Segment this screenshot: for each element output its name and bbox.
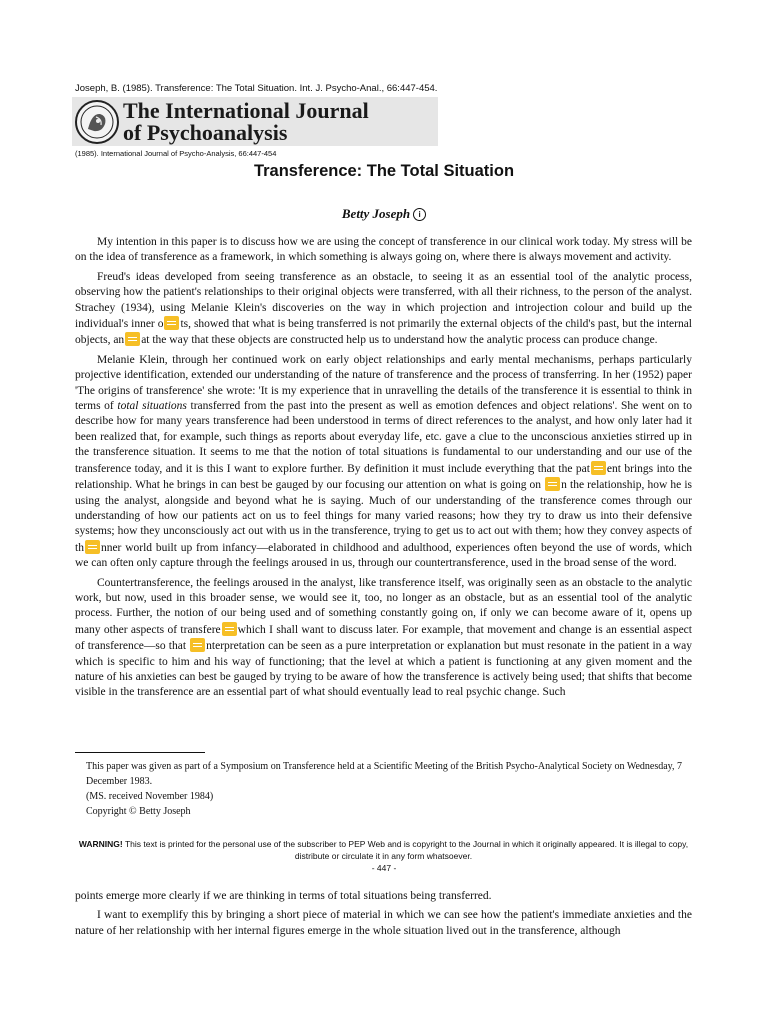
paragraph-1: My intention in this paper is to discuss how we are using the concept of transference in our clinical work today. My stress will be on the idea of transference as a framework, in which something is always going on, where there is always movement and activity.: [75, 236, 692, 264]
paragraph-5: I want to exemplify this by bringing a short piece of material in which we can see how the patient's immediate anxieties and the nature of her relationship with her internal figures emerge in the whole situation lived out in the transference, although: [75, 909, 692, 937]
article-body: [75, 235, 692, 705]
note-icon[interactable]: [222, 622, 237, 636]
note-icon[interactable]: [125, 332, 140, 346]
warning-text: This text is printed for the personal use of the subscriber to PEP Web and is copyright to the Journal in which it originally appeared. It is illegal to copy, distribute or circulate it in any form whatsoever.: [122, 839, 689, 861]
journal-seal-icon: [74, 99, 120, 145]
paragraph-2: Freud's ideas developed from seeing transference as an obstacle, to seeing it as an essential tool of the analytic process, observing how the patient's relationships to their original objects were transferred, with all their richness, to the person of the analyst. Strachey (1934), using Melanie Klein's discoveries on the way in which projection and introjection colour and build up the individual's inner o ts, showed that what is being transferred is not primarily the external objects of the child's past, but the internal objects, an at the way that these objects are constructed help us to understand how the analytic process can produce change.: [75, 270, 693, 347]
warning-label: WARNING!: [78, 839, 123, 849]
author-name[interactable]: Betty Joseph: [341, 206, 411, 221]
note-icon[interactable]: [190, 638, 205, 652]
copyright-warning: [75, 838, 692, 862]
note-icon[interactable]: [164, 316, 179, 330]
note-icon[interactable]: [591, 461, 606, 475]
article-title: Transference: The Total Situation: [253, 162, 515, 180]
page-number: - 447 -: [371, 863, 397, 873]
info-icon[interactable]: i: [413, 208, 426, 221]
paragraph-continued: points emerge more clearly if we are thinking in terms of total situations being transferred.: [75, 890, 492, 902]
paragraph-3: Melanie Klein, through her continued work on early object relationships and early mental mechanisms, perhaps particularly projective identification, extended our understanding of the nature of transference and the process of transferring. In her (1952) paper 'The origins of transference' she wrote: 'It is my experience that in unravelling the details of the transference it is essential to think in terms of total situations transferred from the past into the present as well as emotion defences and object relations'. She went on to describe how for many years transference had been understood in terms of direct references to the analyst, and how only later had it been realized that, for example, such things as reports about everyday life, etc. gave a clue to the unconscious anxieties stirred up in the transference situation. It seems to me that the notion of total situations is fundamental to our understanding and our use of the transference today, and it is this I want to explore further. By definition it must include everything that the pat ent brings into the relationship. What he brings in can best be gauged by our focusing our attention on what is going on n the relationship, how he is using the analyst, alongside and beyond what he is saying. Much of our understanding of the transference comes through our understanding of how our patients act on us to feel things for many varied reasons; how they try to draw us into their defensive systems; how they unconsciously act out with us in the transference, trying to get us to act out with them; how they convey aspects of th nner world built up from infancy—elaborated in childhood and adulthood, experiences often beyond the use of words, which we can often only capture through the feelings aroused in us, through our countertransference, used in the broad sense of the word.: [75, 353, 692, 570]
author-line: [0, 206, 768, 222]
footnotes: [86, 759, 686, 819]
article-body-continued: [75, 889, 692, 943]
footnote-copyright: Copyright © Betty Joseph: [86, 806, 191, 817]
note-icon[interactable]: [545, 477, 560, 491]
journal-masthead: [72, 97, 438, 146]
masthead-line-2: of Psychoanalysis: [123, 119, 288, 145]
footnote-symposium: This paper was given as part of a Symposium on Transference held at a Scientific Meeting of the British Psycho-Analytical Society on Wednesday, 7 December 1983.: [86, 761, 683, 787]
note-icon[interactable]: [85, 540, 100, 554]
citation: Joseph, B. (1985). Transference: The Total Situation. Int. J. Psycho-Anal., 66:447-454.: [75, 83, 438, 94]
masthead-line-1: The International Journal: [123, 97, 369, 123]
paragraph-4: Countertransference, the feelings aroused in the analyst, like transference itself, was originally seen as an obstacle to the analytic work, but now, used in this broader sense, we would see it, too, no longer as an obstacle, but as an essential tool of the analytic process. Further, the notion of our being used and of something constantly going on, if only we can become aware of it, opens up many other aspects of transfere which I shall want to discuss later. For example, that movement and change is an essential aspect of transference—so that nterpretation can be seen as a pure interpretation or explanation but must resonate in the patient in a way which is specific to him and his way of functioning; that the level at which a patient is functioning at any given moment and the nature of his anxieties can best be gauged by trying to be aware of how the transference is actively being used; that shifts that become visible in the transference are an essential part of what should eventually lead to real psychic change. Such: [75, 576, 692, 699]
emphasis-total-situations: total situations: [117, 400, 187, 413]
sub-citation: (1985). International Journal of Psycho-Analysis, 66:447-454: [75, 149, 277, 158]
footnote-divider: [75, 752, 205, 753]
footnote-received: (MS. received November 1984): [86, 791, 214, 802]
